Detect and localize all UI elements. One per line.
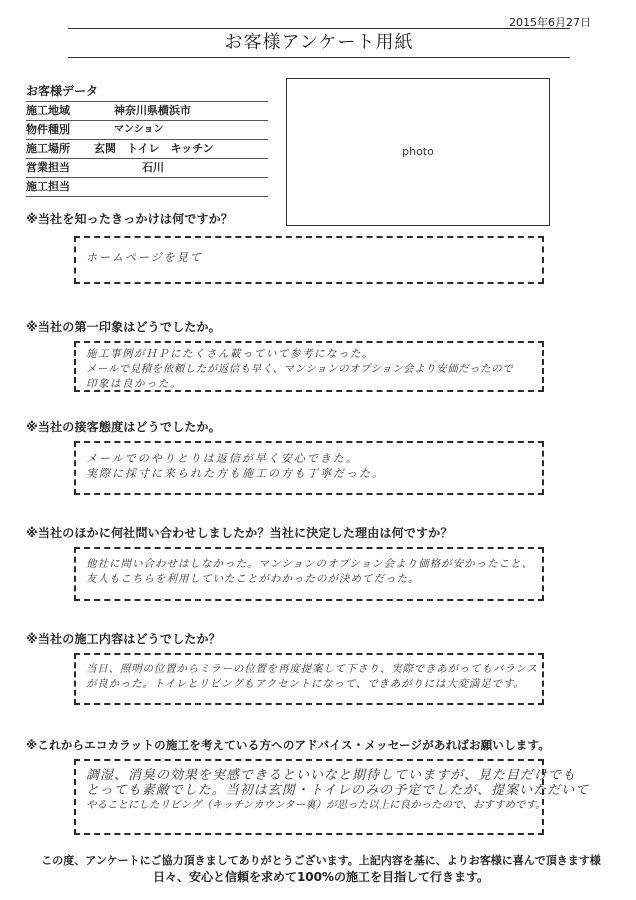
info-label: 施工場所: [26, 142, 70, 155]
closing-message: [26, 852, 616, 886]
question-first-impression: ※当社の第一印象はどうでしたか。: [26, 320, 221, 334]
question-advice: ※これからエコカラットの施工を考えている方へのアドバイス・メッセージがあればお願いします。: [26, 738, 550, 752]
info-row-property-type: [26, 121, 268, 140]
closing-line: 日々、安心と信頼を求めて100%の施工を目指して行きます。: [152, 870, 490, 884]
question-other-companies: ※当社のほかに何社問い合わせしましたか？当社に決定した理由は何ですか？: [26, 526, 453, 540]
answer-box-other-companies: [74, 547, 544, 601]
answer-box-first-impression: [74, 341, 544, 392]
customer-info-table: [26, 101, 268, 197]
info-row-location: [26, 140, 268, 159]
info-value: 玄関 トイレ キッチン: [94, 142, 214, 155]
info-row-installer: [26, 178, 268, 197]
answer-line: メールで見積を依頼したが返信も早く、マンションのオプション会より安価だったので: [86, 363, 514, 375]
info-value: 石川: [142, 161, 164, 174]
page-title: お客様アンケート用紙: [68, 28, 570, 58]
info-row-sales-rep: [26, 159, 268, 178]
question-service-attitude: ※当社の接客態度はどうでしたか。: [26, 420, 221, 434]
info-label: 施工地域: [26, 104, 70, 117]
question-work-quality: ※当社の施工内容はどうでしたか？: [26, 632, 221, 646]
answer-line: 実際に採寸に来られた方も施工の方も丁寧だった。: [86, 467, 385, 480]
answer-line: 印象は良かった。: [86, 378, 182, 390]
answer-line: 当日、照明の位置からミラーの位置を再度提案して下さり、実際できあがってもバランス: [86, 663, 538, 675]
answer-line: やることにしたリビング（キッチンカウンター裏）が思った以上に良かったので、おすすめです。: [86, 799, 546, 811]
answer-box-work-quality: [74, 653, 544, 705]
answer-line: 調湿、消臭の効果を実感できるといいなと期待していますが、見た目だけでも: [86, 768, 577, 783]
answer-line: 施工事例がＨＰにたくさん載っていて参考になった。: [86, 348, 374, 360]
answer-line: 友人もこちらを利用していたことがわかったのが決めてだった。: [86, 573, 420, 585]
info-row-area: [26, 101, 268, 121]
info-value: 神奈川県横浜市: [114, 104, 191, 117]
survey-date: 2015年6月27日: [509, 16, 591, 29]
answer-box-advice: [74, 759, 590, 835]
answer-line: メールでのやりとりは返信が早く安心できた。: [86, 452, 359, 465]
answer-line: とっても素敵でした。当初は玄関・トイレのみの予定でしたが、提案いただいて: [86, 783, 590, 798]
photo-placeholder: [286, 78, 550, 226]
closing-line: この度、アンケートにご協力頂きましてありがとうございます。上記内容を基に、よりお客様に喜んで頂きます様: [41, 854, 601, 867]
customer-data-heading: お客様データ: [26, 84, 99, 98]
answer-box-service-attitude: [74, 441, 544, 495]
info-label: 物件種別: [26, 123, 70, 136]
answer-line: ホームページを見て: [86, 251, 203, 264]
info-label: 営業担当: [26, 161, 70, 174]
photo-label: photo: [402, 145, 434, 158]
info-label: 施工担当: [26, 180, 70, 193]
info-value: マンション: [114, 124, 164, 135]
answer-box-how-found: [74, 236, 544, 284]
answer-line: 他社に問い合わせはしなかった。マンションのオプション会より価格が安かったこと、: [86, 558, 534, 570]
answer-line: が良かった。トイレとリビングもアクセントになって、できあがりには大変満足です。: [86, 678, 525, 690]
question-how-found: ※当社を知ったきっかけは何ですか？: [26, 212, 234, 226]
